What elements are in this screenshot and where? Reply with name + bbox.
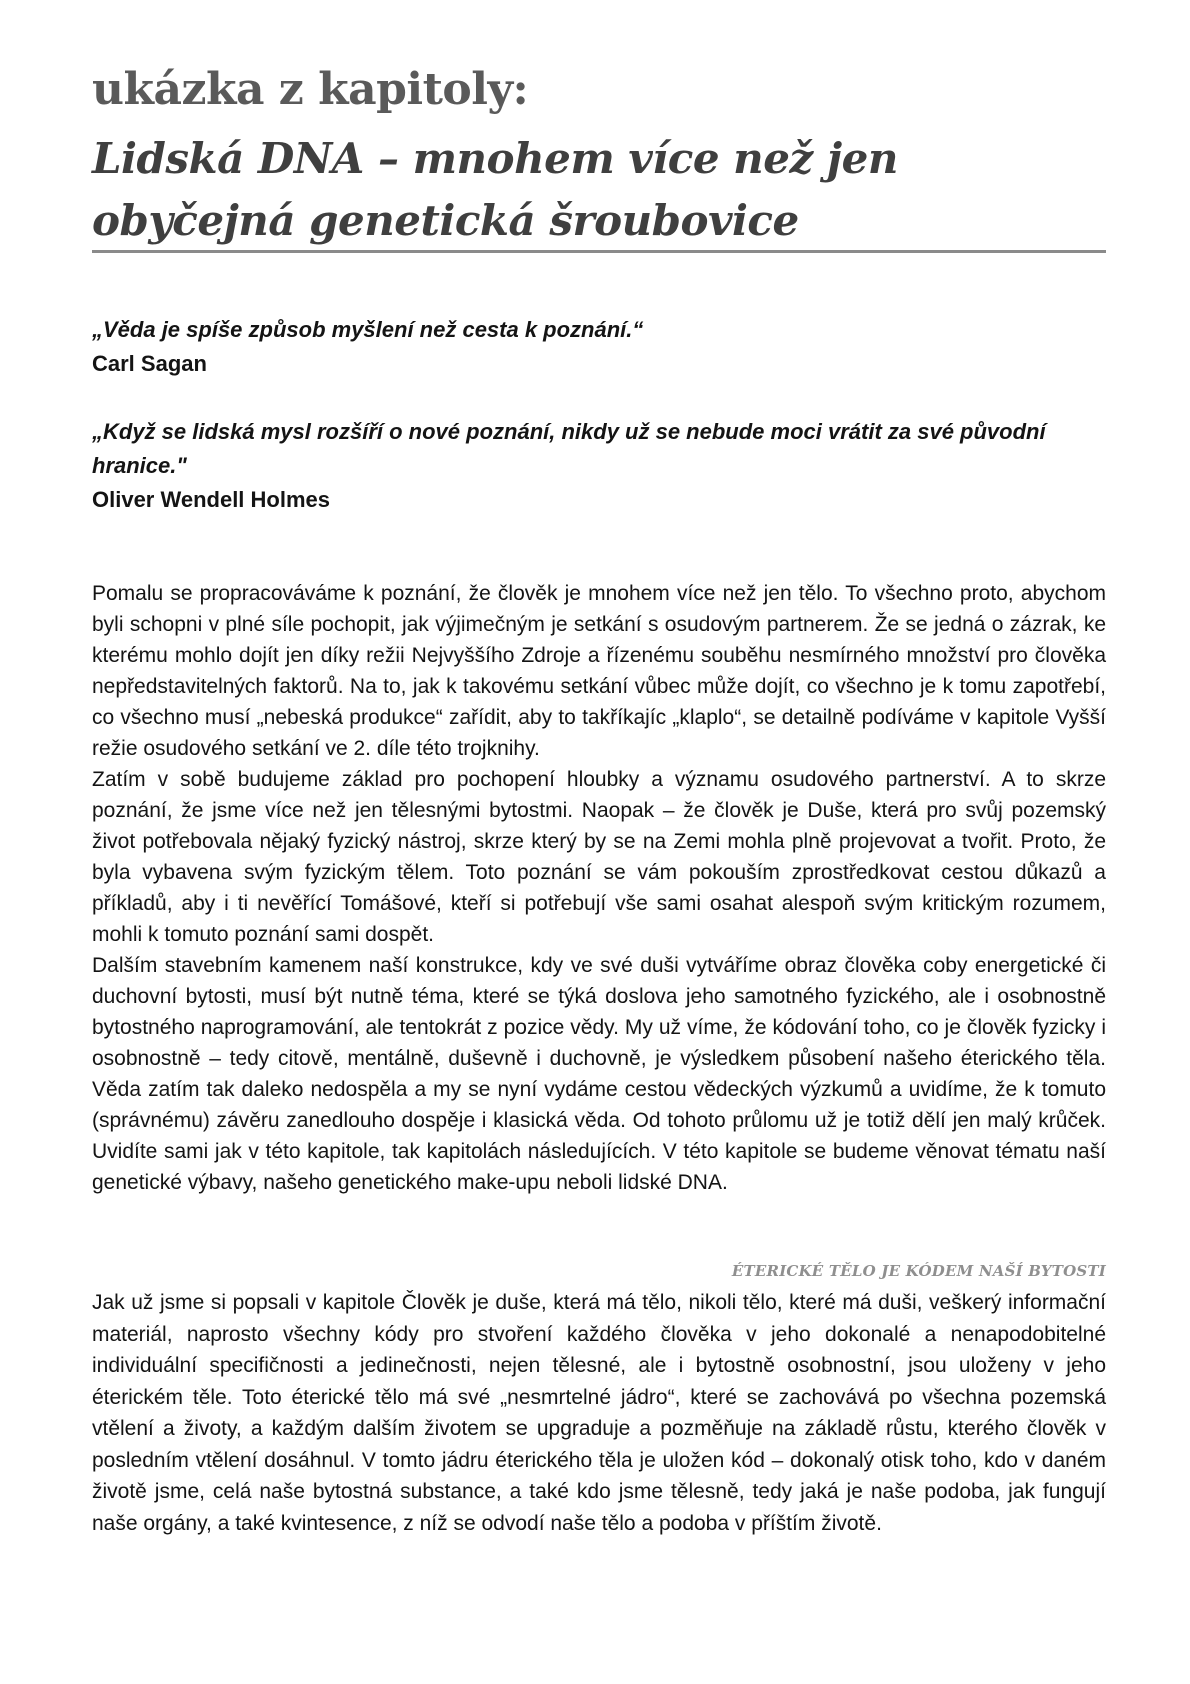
section-text xyxy=(92,1287,1106,1539)
body-paragraph: Jak už jsme si popsali v kapitole Člověk je duše, která má tělo, nikoli tělo, které má duši, veškerý informační materiál, naprosto všechny kódy pro stvoření každého člověka v jeho dokonalé a nenapodobitelné individuální specifičnosti a jedinečnosti, nejen tělesné, ale i bytostně osobnostní, jsou uloženy v jeho éterickém těle. Toto éterické tělo má své „nesmrtelné jádro“, které se zachovává po všechna pozemská vtělení a životy, a každým dalším životem se upgraduje a pozměňuje na základě růstu, kterého člověk v posledním vtělení dosáhnul. V tomto jádru éterického těla je uložen kód – dokonalý otisk toho, kdo v daném životě jsme, celá naše bytostná substance, a také kdo jsme tělesně, tedy jaká je naše podoba, jak fungují naše orgány, a také kvintesence, z níž se odvodí naše tělo a podoba v příštím životě. xyxy=(92,1291,1106,1535)
epigraph-quote: „Věda je spíše způsob myšlení než cesta k poznání.“ xyxy=(92,317,644,342)
epigraphs xyxy=(92,313,1106,517)
epigraph-quote: „Když se lidská mysl rozšíří o nové poznání, nikdy už se nebude moci vrátit za své původní hranice." xyxy=(92,419,1046,478)
epigraph-author: Carl Sagan xyxy=(92,351,207,376)
body-paragraph: Zatím v sobě budujeme základ pro pochopení hloubky a významu osudového partnerství. A to skrze poznání, že jsme více než jen tělesnými bytostmi. Naopak – že člověk je Duše, která pro svůj pozemský život potřebovala nějaký fyzický nástroj, skrze který by se na Zemi mohla plně projevovat a tvořit. Proto, že byla vybavena svým fyzickým tělem. Toto poznání se vám pokouším zprostředkovat cestou důkazů a příkladů, aby i ti nevěřící Tomášové, kteří si potřebují vše sami osahat alespoň svým kritickým rozumem, mohli k tomuto poznání sami dospět. xyxy=(92,768,1106,946)
section-subheading: ÉTERICKÉ TĚLO JE KÓDEM NAŠÍ BYTOSTI xyxy=(731,1262,1106,1280)
chapter-title: Lidská DNA – mnohem více než jen obyčejná genetická šroubovice xyxy=(92,134,898,245)
title-divider xyxy=(92,250,1106,253)
epigraph-author: Oliver Wendell Holmes xyxy=(92,487,331,512)
body-paragraph: Dalším stavebním kamenem naší konstrukce, kdy ve své duši vytváříme obraz člověka coby energetické či duchovní bytosti, musí být nutně téma, které se týká doslova jeho samotného fyzického, ale i osobnostně bytostného naprogramování, ale tentokrát z pozice vědy. My už víme, že kódování toho, co je člověk fyzicky i osobnostně – tedy citově, mentálně, duševně i duchovně, je výsledkem působení našeho éterického těla. Věda zatím tak daleko nedospěla a my se nyní vydáme cestou vědeckých výzkumů a uvidíme, že k tomuto (správnému) závěru zanedlouho dospěje i klasická věda. Od tohoto průlomu už je totiž dělí jen malý krůček. Uvidíte sami jak v této kapitole, tak kapitolách následujících. V této kapitole se budeme věnovat tématu naší genetické výbavy, našeho genetického make-upu neboli lidské DNA. xyxy=(92,954,1106,1194)
chapter-kicker: ukázka z kapitoly: xyxy=(92,64,529,115)
body-text xyxy=(92,578,1106,1198)
body-paragraph: Pomalu se propracováváme k poznání, že člověk je mnohem více než jen tělo. To všechno proto, abychom byli schopni v plné síle pochopit, jak výjimečným je setkání s osudovým partnerem. Že se jedná o zázrak, ke kterému mohlo dojít jen díky režii Nejvyššího Zdroje a řízenému souběhu nesmírného množství pro člověka nepředstavitelných faktorů. Na to, jak k takovému setkání vůbec může dojít, co všechno je k tomu zapotřebí, co všechno musí „nebeská produkce“ zařídit, aby to takříkajíc „klaplo“, se detailně podíváme v kapitole Vyšší režie osudového setkání ve 2. díle této trojknihy. xyxy=(92,582,1106,760)
